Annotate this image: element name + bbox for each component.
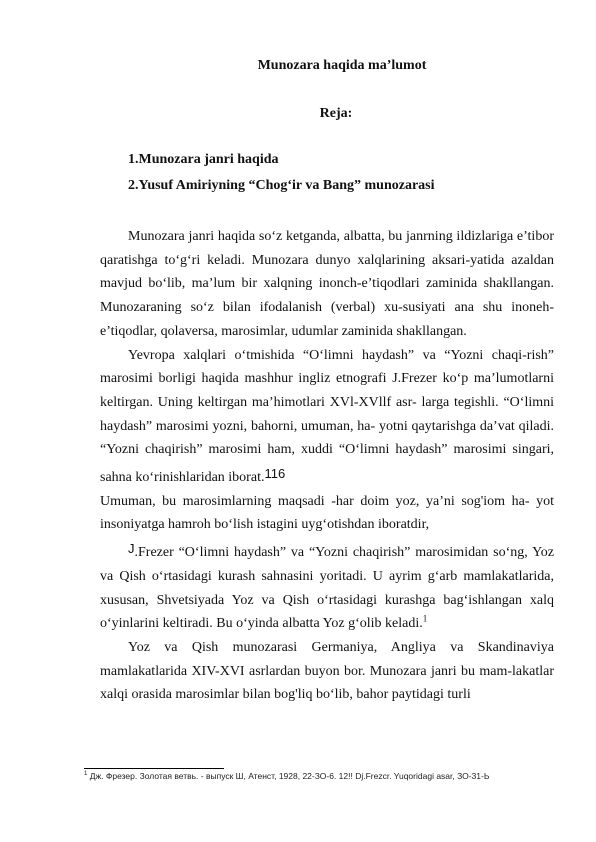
footnote — [84, 771, 554, 781]
paragraph-4-text: .Frezer “O‘limni haydash” va “Yozni chaqirish” marosimidan so‘ng, Yoz va Qish o‘rtasidagi kurash sahnasini yoritadi. U ayrim g‘arb mamlakatlarida, xususan, Shvetsiyada Yoz va Qish o‘rtasidagi kurashga bag‘ishlangan xalq o‘yinlarini keltiradi. Bu o‘yinda albatta Yoz g‘olib keladi. — [100, 545, 554, 632]
paragraph-3: Umuman, bu marosimlarning maqsadi -har doim yoz, ya’ni sog'iom ha- yot insoniyatga hamroh bo‘lish istagini uyg‘otishdan iboratdir, — [100, 493, 554, 533]
paragraph-5: Yoz va Qish munozarasi Germaniya, Angliya va Skandinaviya mamlakatlarida XIV-XVI asrlardan buyon bor. Munozara janri bu mam-lakatlar xalqi orasida marosimlar bilan bog'liq bo‘lib, bahor paytidagi turli — [100, 639, 554, 703]
body-text — [100, 225, 554, 707]
page-title: Munozara haqida ma’lumot — [257, 58, 427, 73]
footnote-divider — [84, 768, 224, 769]
footnote-text: Дж. Фрезер. Золотая ветвь. - выпуск Ш, Атенст, 1928, 22-ЗО-6. 12!! Dj.Frezcr. Yuqoridagi asar, ЗО-31-Ь — [89, 771, 490, 781]
reference-mark: 116 — [264, 466, 286, 482]
plan-heading: Reja: — [319, 106, 353, 121]
footnote-ref[interactable]: 1 — [422, 613, 428, 624]
initial-letter: J — [128, 541, 135, 557]
paragraph-4 — [100, 537, 554, 636]
plan-item-1: 1.Munozara janri haqida — [128, 152, 279, 167]
paragraph-2 — [100, 344, 554, 490]
footnote-number: 1 — [84, 771, 88, 778]
plan-item-2: 2.Yusuf Amiriyning “Chog‘ir va Bang” munozarasi — [128, 178, 435, 193]
paragraph-2-text: Yevropa xalqlari o‘tmishida “O‘limni haydash” va “Yozni chaqi-rish” marosimi borligi haqida mashhur ingliz etnografi J.Frezer ko‘p ma’lumotlarni keltirgan. Uning keltirgan ma’himotlari XVl-XVllf asr- larga tegishli. “O‘limni haydash” marosimi yozni, bahorni, umuman, ha- yotni qaytarishga da’vat qiladi. “Yozni chaqirish” marosimi ham, xuddi “O‘limni haydash” marosimi singari, sahna ko‘rinishlaridan iborat. — [100, 347, 554, 486]
paragraph-1: Munozara janri haqida so‘z ketganda, albatta, bu janrning ildizlariga e’tibor qaratishga to‘g‘ri keladi. Munozara dunyo xalqlarining aksari-yatida azaldan mavjud bo‘lib, ma’lum bir xalqning inonch-e’tiqodlari zaminida shakllangan. Munozaraning so‘z bilan ifodalanish (verbal) xu-susiyati ana shu inoneh-e’tiqodlar, qolaversa, marosimlar, udumlar zaminida shakllangan. — [100, 229, 554, 339]
